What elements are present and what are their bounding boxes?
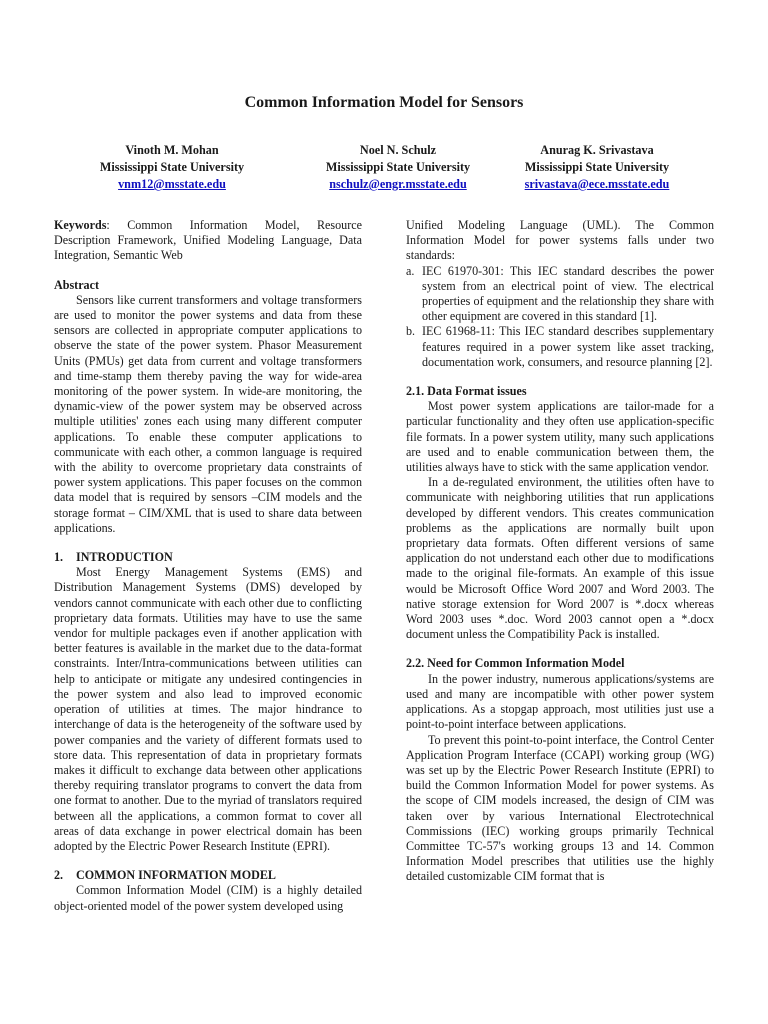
keywords-label: Keywords <box>54 218 107 232</box>
section-number: 1. <box>54 550 64 565</box>
right-column <box>406 218 714 885</box>
section-2-1-paragraph-2: In a de-regulated environment, the utilities often have to communicate with neighboring utilities that run applications developed by different vendors. This creates communication problems as the applications are normally built upon proprietary data formats. Often different versions of same application do not understand each other due to modifications made to the original file-formats. An example of this issue would be Microsoft Office Word 2007 and Word 2003. The native storage extension for Word 2007 is *.docx whereas Word 2003 uses *.doc. Word 2003 cannot open a *.docx document unless the Compatibility Pack is installed. <box>406 475 714 642</box>
author-name: Anurag K. Srivastava <box>540 143 654 157</box>
section-1-text: Most Energy Management Systems (EMS) and Distribution Management Systems (DMS) developed by vendors cannot communicate with each other due to conflicting proprietary data formats. Utilities may have to use the same vendor for multiple packages even if another application with better features is available in the market due to the data-format constraints. Inter/Intra-communications between utilities can help to anticipate or mitigate any undesired contingencies in the power system and also lead to improved economic operation of utilities at times. The major hindrance to interchange of data is the heterogeneity of the software used by power companies and the variety of different formats used to store data. This representation of data in proprietary formats makes it difficult to exchange data between other applications thereby requiring translator programs to convert the data from one format to another. Due to the myriad of translators required between all the applications, a common format to cover all areas of data exchange in power electrical domain has been adopted by the Electric Power Research Institute (EPRI). <box>54 565 362 853</box>
section-2-2-paragraph-2: To prevent this point-to-point interface, the Control Center Application Program Interface (CCAPI) working group (WG) was set up by the Electric Power Research Institute (EPRI) to build the Common Information Model for power systems. As the scope of CIM models increased, the design of CIM was taken over by various International Electrotechnical Commissions (IEC) working groups primarily Technical Committee TC-57's working groups 13 and 14. Common Information Model prescribes that utilities use the highly detailed customizable CIM format that is <box>406 732 714 884</box>
author-email-link[interactable]: nschulz@engr.msstate.edu <box>329 177 467 191</box>
author-email-link[interactable]: vnm12@msstate.edu <box>118 177 226 191</box>
author-affiliation: Mississippi State University <box>325 160 471 174</box>
section-title: COMMON INFORMATION MODEL <box>76 868 276 883</box>
list-text: IEC 61968-11: This IEC standard describes supplementary features required in a power system like asset tracking, documentation work, consumers, and resource planning [2]. <box>422 324 714 369</box>
author-email-link[interactable]: srivastava@ece.msstate.edu <box>524 177 670 191</box>
author-affiliation: Mississippi State University <box>524 160 670 174</box>
list-item <box>406 264 714 325</box>
section-1-heading <box>54 550 362 565</box>
keywords <box>54 218 362 264</box>
author-block-1 <box>92 142 252 193</box>
keywords-text: : Common Information Model, Resource Description Framework, Unified Modeling Language, Data Integration, Semantic Web <box>54 218 362 263</box>
section-2-1-heading: 2.1. Data Format issues <box>406 384 527 399</box>
author-affiliation: Mississippi State University <box>99 160 245 174</box>
section-2-1-paragraph-1: Most power system applications are tailor-made for a particular functionality and they often use application-specific file formats. In a power system utility, many such applications are used and to enable communication between them, the utilities always have to stick with the same application vendor. <box>406 399 714 475</box>
list-marker: b. <box>406 324 416 339</box>
paper-title: Common Information Model for Sensors <box>244 94 524 111</box>
abstract-text: Sensors like current transformers and voltage transformers are used to monitor the power systems and data from these sensors are collected in appropriate computer applications to observe the state of the power system. Phasor Measurement Units (PMUs) get data from current and voltage transformers and time-stamp them thereby paving the way for wide-area monitoring of the power system. In wide-are monitoring, the dynamic-view of the power system may be observed across multiple utilities' zones each using many different computer applications. To enable these computer applications to communicate with each other, a common language is required with the ability to overcome proprietary data constraints of power system applications. This paper focuses on the common data model that is required by sensors –CIM models and the storage format – CIM/XML that is used to share data between applications. <box>54 292 362 535</box>
section-2-text: Common Information Model (CIM) is a highly detailed object-oriented model of the power system developed using <box>54 883 362 913</box>
list-text: IEC 61970-301: This IEC standard describes the power system from an electrical point of view. The electrical properties of equipment and the relationship they share with other equipment are covered in this standard [1]. <box>422 263 714 324</box>
section-number: 2. <box>54 868 64 883</box>
author-block-2 <box>318 142 478 193</box>
section-title: INTRODUCTION <box>76 550 173 565</box>
abstract-heading: Abstract <box>54 277 100 292</box>
section-2-heading <box>54 868 362 883</box>
author-block-3 <box>514 142 680 193</box>
list-marker: a. <box>406 263 415 278</box>
section-2-continued: Unified Modeling Language (UML). The Common Information Model for power systems falls under two standards: <box>406 218 714 263</box>
section-2-2-heading: 2.2. Need for Common Information Model <box>406 656 625 671</box>
author-name: Vinoth M. Mohan <box>125 143 219 157</box>
left-column <box>54 218 362 914</box>
list-item <box>406 324 714 370</box>
author-name: Noel N. Schulz <box>359 143 437 157</box>
section-2-2-paragraph-1: In the power industry, numerous applications/systems are used and many are incompatible with other power system applications. As a stopgap approach, most utilities just use a point-to-point interface between applications. <box>406 671 714 732</box>
